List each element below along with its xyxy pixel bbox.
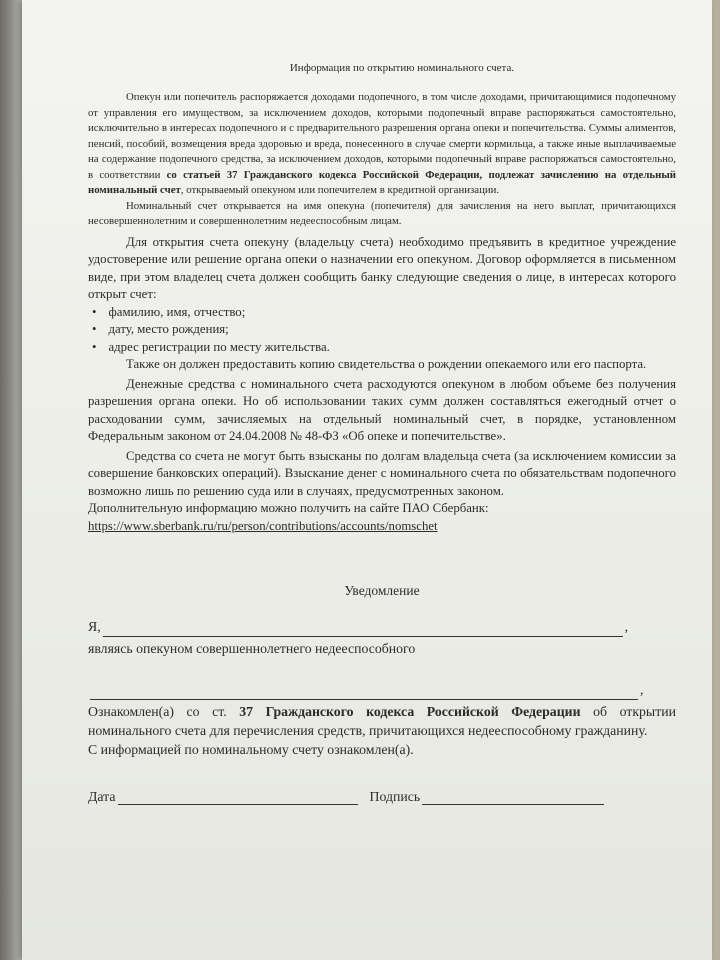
comma-label: , bbox=[640, 682, 644, 697]
name-field[interactable] bbox=[103, 622, 623, 637]
paragraph-7: Дополнительную информацию можно получить на сайте ПАО Сбербанк: bbox=[88, 501, 489, 515]
comma-label: , bbox=[624, 619, 629, 634]
acknowledgement-2: С информацией по номинальному счету ознакомлен(а). bbox=[88, 742, 414, 757]
list-item: • фамилию, имя, отчество; bbox=[110, 304, 676, 322]
ack-text: Ознакомлен(а) со ст. bbox=[88, 704, 240, 719]
paragraph-1-tail: , открываемый опекуном или попечителем в кредитной организации. bbox=[180, 184, 500, 196]
ward-line-row bbox=[88, 680, 676, 700]
ya-label: Я, bbox=[88, 619, 101, 634]
acknowledgement bbox=[88, 702, 676, 740]
document-title: Информация по открытию номинального счета. bbox=[289, 62, 515, 74]
sberbank-link[interactable]: https://www.sberbank.ru/ru/person/contributions/accounts/nomschet bbox=[88, 518, 438, 533]
guardian-line: являясь опекуном совершеннолетнего недееспособного bbox=[88, 641, 416, 656]
signature-label: Подпись bbox=[369, 789, 421, 804]
date-field[interactable] bbox=[118, 790, 358, 805]
document-body bbox=[88, 62, 676, 805]
list-item: • адрес регистрации по месту жительства. bbox=[110, 339, 676, 357]
name-line-row bbox=[88, 617, 676, 637]
paragraph-1-bold: со статьей 37 Гражданского кодекса Российской Федерации, подлежат зачислению на отдельный номинальный счет bbox=[88, 168, 676, 196]
notice-title: Уведомление bbox=[344, 583, 420, 598]
paragraph-3: Для открытия счета опекуну (владельцу счета) необходимо предъявить в кредитное учреждение удостоверение или решение органа опеки о назначении его опекуном. Договор оформляется в письменном виде, при этом владелец счета должен сообщить банку следующие сведения о лице, в интересах которого открыт счет: bbox=[88, 234, 676, 301]
ward-name-field[interactable] bbox=[90, 685, 638, 700]
paragraph-1-text: Опекун или попечитель распоряжается доходами подопечного, в том числе доходами, причитающимися подопечному от управления его имуществом, за исключением доходов, которыми подопечный вправе распоряжаться самостоятельно, исключительно в интересах подопечного и с предварительного разрешения органа опеки и попечительства. Суммы алиментов, пенсий, пособий, возмещения вреда здоровью и вреда, понесенного в случае смерти кормильца, а также иные выплачиваемые на содержание подопечного средства, за исключением доходов, которыми подопечный вправе распоряжаться самостоятельно, в соответствии bbox=[88, 91, 676, 181]
paper-sheet bbox=[22, 0, 712, 960]
date-label: Дата bbox=[88, 789, 116, 804]
paragraph-2: Номинальный счет открывается на имя опекуна (попечителя) для зачисления на него выплат, причитающихся несовершеннолетним и совершеннолетним недееспособным лицам. bbox=[88, 199, 676, 227]
info-list bbox=[88, 304, 676, 357]
ack-tail: об открытии номинального счета для перечисления средств, причитающихся недееспособному гражданину. bbox=[88, 704, 676, 738]
paragraph-4: Также он должен предоставить копию свидетельства о рождении опекаемого или его паспорта. bbox=[126, 357, 647, 371]
paragraph-6: Средства со счета не могут быть взысканы по долгам владельца счета (за исключением комиссии за совершение банковских операций). Взыскание денег с номинального счета по обязательствам подопечного возможно лишь по решению суда или в случаях, предусмотренных законом. bbox=[88, 448, 676, 498]
signature-row bbox=[88, 789, 676, 805]
paragraph-1 bbox=[88, 90, 676, 199]
signature-field[interactable] bbox=[422, 790, 604, 805]
ack-bold: 37 Гражданского кодекса Российской Федерации bbox=[239, 704, 581, 719]
list-item: • дату, место рождения; bbox=[110, 321, 676, 339]
paragraph-5: Денежные средства с номинального счета расходуются опекуном в любом объеме без получения разрешения органа опеки. Но об использовании таких сумм должен составляться ежегодный отчет о расходовании сумм, зачисляемых на отдельный номинальный счет, в порядке, установленном Федеральным законом от 24.04.2008 № 48-ФЗ «Об опеке и попечительстве». bbox=[88, 376, 676, 443]
